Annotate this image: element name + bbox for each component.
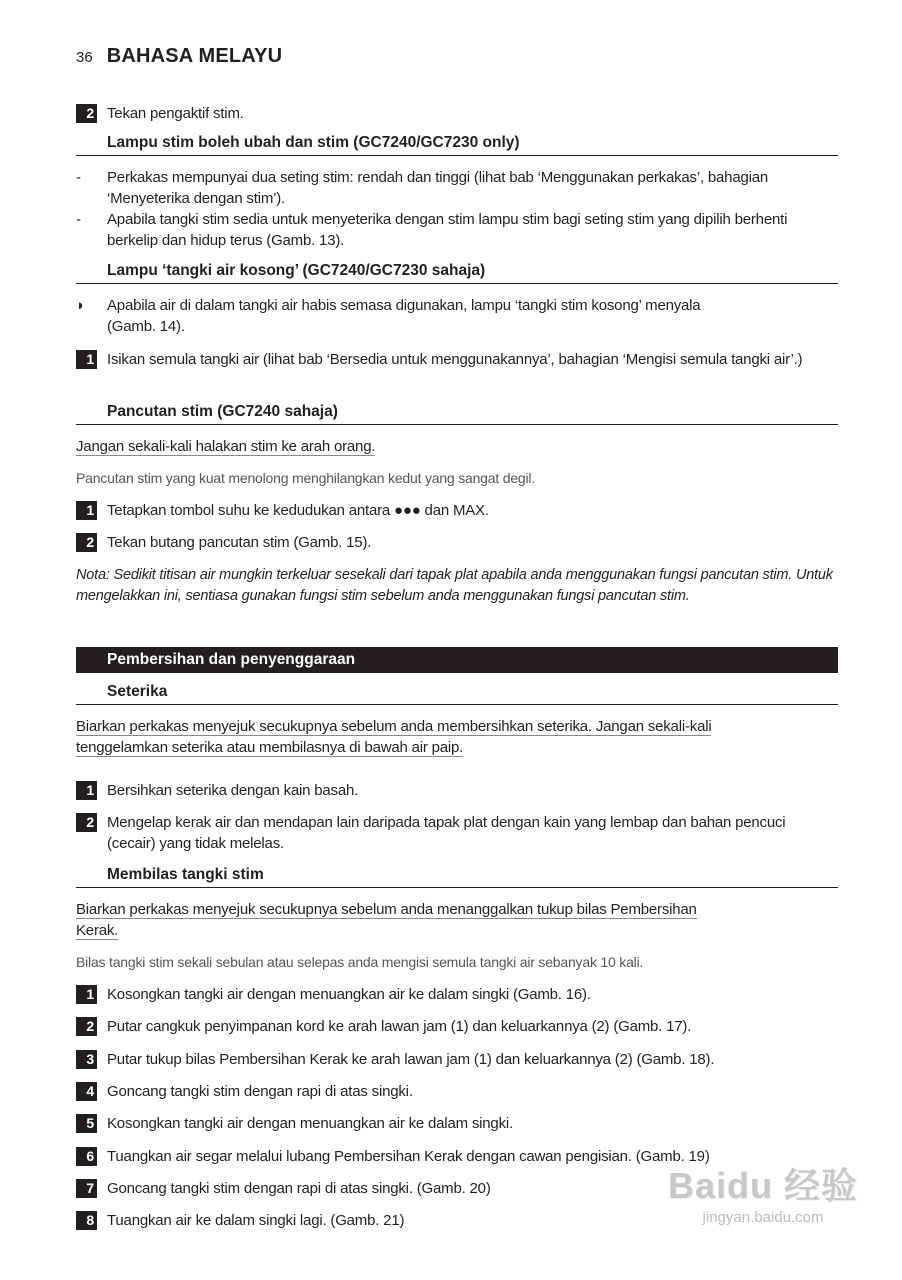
step [76,1081,838,1102]
step-number: 2 [76,1017,97,1036]
page-title: BAHASA MELAYU [106,45,283,67]
step [76,984,838,1005]
step-number: 1 [76,985,97,1004]
dash-item: - Apabila tangki stim sedia untuk menyeterika dengan stim lampu stim bagi seting stim yang dipilih berhenti berkelip dan hidup terus (Gamb. 13). [76,211,788,249]
step [76,500,838,521]
warning [76,716,838,758]
step-text: Tuangkan air segar melalui lubang Pembersihan Kerak dengan cawan pengisian. (Gamb. 19) [107,1147,710,1165]
warning-text: tenggelamkan seterika atau membilasnya di bawah air paip. [76,739,464,756]
step-number: 5 [76,1114,97,1133]
step-text: Tetapkan tombol suhu ke kedudukan antara ●●● dan MAX. [107,502,489,519]
paragraph: Bilas tangki stim sekali sebulan atau selepas anda mengisi semula tangki air sebanyak 10 kali. [76,954,644,970]
step [76,812,796,854]
step-text: Tekan pengaktif stim. [107,105,244,122]
step [76,532,838,553]
warning [76,436,838,457]
section-heading: Lampu ‘tangki air kosong’ (GC7240/GC7230 sahaja) [76,259,838,284]
step-text: Tuangkan air ke dalam singki lagi. (Gamb. 21) [107,1212,405,1230]
step [76,1016,838,1037]
step-text: Kosongkan tangki air dengan menuangkan air ke dalam singki (Gamb. 16). [107,986,591,1003]
step-number: 2 [76,104,97,123]
step-number: 2 [76,813,97,832]
paragraph: Pancutan stim yang kuat menolong menghilangkan kedut yang sangat degil. [76,470,536,486]
step [76,103,838,124]
warning-text: Jangan sekali-kali halakan stim ke arah orang. [76,438,376,455]
step-text: Isikan semula tangki air (lihat bab ‘Bersedia untuk menggunakannya’, bahagian ‘Mengisi semula tangki air’.) [107,351,803,368]
step-text: Putar cangkuk penyimpanan kord ke arah lawan jam (1) dan keluarkannya (2) (Gamb. 17). [107,1018,692,1036]
warning-text: Biarkan perkakas menyejuk secukupnya sebelum anda menanggalkan tukup bilas Pembersihan [76,901,697,918]
section-heading: Lampu stim boleh ubah dan stim (GC7240/GC7230 only) [76,131,838,156]
step-text: Bersihkan seterika dengan kain basah. [107,782,359,799]
chapter-bar: Pembersihan dan penyenggaraan [76,647,838,673]
dash-item: - Perkakas mempunyai dua seting stim: rendah dan tinggi (lihat bab ‘Menggunakan perkakas’, bahagian ‘Menyeterika dengan stim’). [76,169,769,207]
bullet-text: Apabila air di dalam tangki air habis semasa digunakan, lampu ‘tangki stim kosong’ menyala (Gamb. 14). [107,297,701,335]
step-text: Tekan butang pancutan stim (Gamb. 15). [107,534,372,551]
step [76,1113,838,1134]
step-number: 2 [76,533,97,552]
step-number: 1 [76,350,97,369]
section-heading: Membilas tangki stim [76,863,838,888]
step-text: Kosongkan tangki air dengan menuangkan air ke dalam singki. [107,1115,513,1133]
step-number: 1 [76,781,97,800]
dash-text: Perkakas mempunyai dua seting stim: rendah dan tinggi (lihat bab ‘Menggunakan perkakas’, bahagian ‘Menyeterika dengan stim’). [107,169,769,207]
step-number: 6 [76,1147,97,1166]
page-number: 36 [76,49,93,66]
step-text: Putar tukup bilas Pembersihan Kerak ke arah lawan jam (1) dan keluarkannya (2) (Gamb. 18). [107,1050,715,1068]
watermark-logo: Baidu 经验 [667,1165,858,1206]
step [76,780,838,801]
step-number: 8 [76,1211,97,1230]
step [76,1049,838,1070]
bullet-icon: ◗ [76,297,85,314]
warning-text: Kerak. [76,922,119,939]
step-text: Mengelap kerak air dan mendapan lain daripada tapak plat dengan kain yang lembap dan bahan pencuci (cecair) yang tidak melelas. [107,814,786,852]
step-number: 3 [76,1050,97,1069]
step-text: Goncang tangki stim dengan rapi di atas singki. [107,1082,413,1100]
warning-text: Biarkan perkakas menyejuk secukupnya sebelum anda membersihkan seterika. Jangan sekali-kali [76,718,712,735]
warning [76,899,838,941]
dash-text: Apabila tangki stim sedia untuk menyeterika dengan stim lampu stim bagi seting stim yang dipilih berhenti berkelip dan hidup terus (Gamb. 13). [107,211,788,249]
watermark-url: jingyan.baidu.com [702,1209,824,1226]
step-number: 4 [76,1082,97,1101]
page-header [76,45,282,68]
step [76,349,838,370]
section-heading: Pancutan stim (GC7240 sahaja) [76,400,838,425]
step-number: 7 [76,1179,97,1198]
section-heading: Seterika [76,680,838,705]
note: Nota: Sedikit titisan air mungkin terkeluar sesekali dari tapak plat apabila anda menggunakan fungsi pancutan stim. Untuk mengelakkan ini, sentiasa gunakan fungsi stim sebelum anda menggunakan fungsi pancutan stim. [76,567,833,604]
step-text: Goncang tangki stim dengan rapi di atas singki. (Gamb. 20) [107,1179,491,1197]
step-number: 1 [76,501,97,520]
bullet-item [76,295,747,337]
watermark [668,1158,858,1226]
